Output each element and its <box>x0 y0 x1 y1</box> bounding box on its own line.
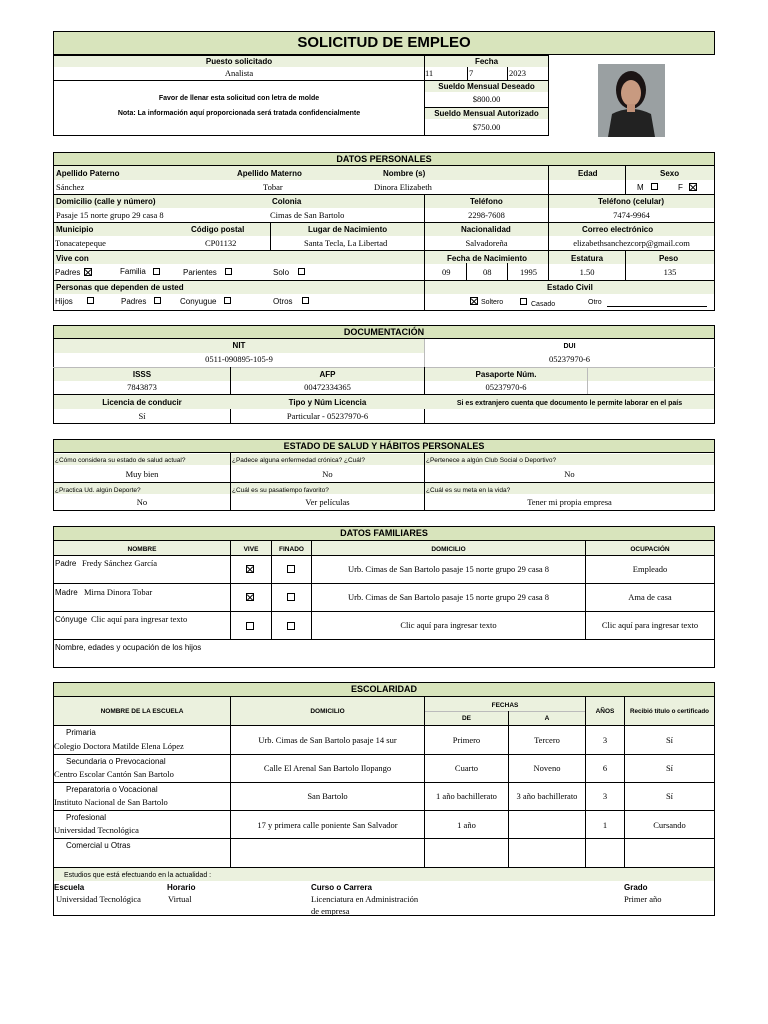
domicilio-value[interactable]: Pasaje 15 norte grupo 29 casa 8 <box>56 210 164 220</box>
correo-value[interactable]: elizabethsanchezcorp@gmail.com <box>573 238 690 248</box>
applicant-photo <box>598 64 665 137</box>
ec-casado-label: Casado <box>531 301 556 308</box>
salud-title: ESTADO DE SALUD Y HÁBITOS PERSONALES <box>54 440 714 453</box>
salud-a3[interactable]: No <box>564 469 575 479</box>
municipio-value[interactable]: Tonacatepeque <box>55 238 106 248</box>
fecha-nac-day[interactable]: 09 <box>442 267 451 277</box>
school-titulo[interactable]: Cursando <box>653 820 686 830</box>
hijos-label: Nombre, edades y ocupación de los hijos <box>55 643 202 652</box>
sueldo-deseado-value[interactable]: $800.00 <box>472 94 501 104</box>
pasaporte-value[interactable]: 05237970-6 <box>485 382 527 392</box>
ec-otro-label: Otro <box>588 299 602 306</box>
esc-col-escuela: NOMBRE DE LA ESCUELA <box>100 708 184 715</box>
fam-col-ocupacion: OCUPACIÓN <box>630 546 670 553</box>
telefono-value[interactable]: 2298-7608 <box>468 210 505 220</box>
vive-familia-label: Familia <box>120 267 146 276</box>
dep-hijos-checkbox[interactable] <box>87 297 94 304</box>
dep-otros-label: Otros <box>273 297 293 306</box>
apellido-materno-label: Apellido Materno <box>237 169 302 178</box>
peso-label: Peso <box>659 254 679 263</box>
fam-col-nombre: NOMBRE <box>127 546 157 553</box>
esc-col-de: DE <box>461 715 472 722</box>
edad-label: Edad <box>578 169 598 178</box>
lugar-nac-value[interactable]: Santa Tecla, La Libertad <box>304 238 388 248</box>
actual-horario-value[interactable]: Virtual <box>168 894 192 904</box>
puesto-label: Puesto solicitado <box>54 56 424 67</box>
nit-value[interactable]: 0511-090895-105-9 <box>205 354 273 364</box>
fam-ocupacion[interactable]: Ama de casa <box>628 592 672 602</box>
esc-col-a: A <box>544 715 550 722</box>
dep-conyugue-checkbox[interactable] <box>224 297 231 304</box>
vive-parientes-checkbox[interactable] <box>225 268 232 275</box>
school-titulo[interactable]: Sí <box>665 735 674 745</box>
fam-finado-checkbox[interactable] <box>287 593 295 601</box>
school-anios[interactable]: 1 <box>602 820 608 830</box>
salud-q2: ¿Padece alguna enfermedad crónica? ¿Cuál? <box>232 457 365 464</box>
fecha-label: Fecha <box>425 56 548 67</box>
isss-label: ISSS <box>132 370 152 379</box>
lugar-nac-label: Lugar de Nacimiento <box>308 225 388 234</box>
dep-hijos-label: Hijos <box>55 297 73 306</box>
nombres-value[interactable]: Dinora Elizabeth <box>374 182 432 192</box>
salud-a5[interactable]: Ver películas <box>305 497 350 507</box>
celular-label: Teléfono (celular) <box>598 197 665 206</box>
dui-value[interactable]: 05237970-6 <box>548 354 591 364</box>
nacionalidad-value[interactable]: Salvadoreña <box>465 238 508 248</box>
dep-padres-checkbox[interactable] <box>154 297 161 304</box>
salud-q6: ¿Cuál es su meta en la vida? <box>426 487 511 494</box>
fam-domicilio[interactable]: Urb. Cimas de San Bartolo pasaje 15 norte grupo 29 casa 8 <box>347 564 550 574</box>
vive-familia-checkbox[interactable] <box>153 268 160 275</box>
salud-q1: ¿Cómo considera su estado de salud actual? <box>55 457 186 464</box>
actual-curso-value-2[interactable]: de empresa <box>311 906 350 916</box>
dep-padres-label: Padres <box>121 297 147 306</box>
school-level: Secundaria o Prevocacional <box>66 757 166 766</box>
nit-label: NIT <box>54 339 424 353</box>
fecha-day[interactable]: 11 <box>425 68 434 78</box>
fam-col-finado: FINADO <box>279 546 304 553</box>
sueldo-autorizado-value[interactable]: $750.00 <box>472 122 501 132</box>
school-a[interactable]: Noveno <box>533 763 561 773</box>
dep-otros-checkbox[interactable] <box>302 297 309 304</box>
esc-col-fechas: FECHAS <box>491 702 519 709</box>
dependen-label: Personas que dependen de usted <box>56 283 184 292</box>
tipo-lic-value[interactable]: Particular - 05237970-6 <box>286 411 369 421</box>
licencia-label: Licencia de conducir <box>102 398 182 407</box>
fam-ocupacion[interactable]: Clic aquí para ingresar texto <box>601 620 699 630</box>
tipo-lic-label: Tipo y Núm Licencia <box>288 398 367 407</box>
fam-vive-checkbox[interactable] <box>246 593 254 601</box>
school-a[interactable]: Tercero <box>534 735 560 745</box>
isss-value[interactable]: 7843873 <box>127 382 157 392</box>
sexo-label: Sexo <box>660 169 680 178</box>
school-titulo[interactable]: Sí <box>665 791 674 801</box>
sexo-m-label: M <box>637 183 644 192</box>
nombres-label: Nombre (s) <box>383 169 426 178</box>
afp-value[interactable]: 00472334365 <box>304 382 351 392</box>
school-level: Profesional <box>66 813 107 822</box>
esc-col-anios: AÑOS <box>595 708 615 715</box>
colonia-label: Colonia <box>272 197 302 206</box>
vive-solo-checkbox[interactable] <box>298 268 305 275</box>
salud-q3: ¿Pertenece a algún Club Social o Deportivo? <box>426 457 557 464</box>
fam-ocupacion[interactable]: Empleado <box>632 564 668 574</box>
ec-soltero-checkbox[interactable] <box>470 297 478 305</box>
colonia-value[interactable]: Cimas de San Bartolo <box>270 210 345 220</box>
school-domicilio[interactable]: 17 y primera calle poniente San Salvador <box>257 820 398 830</box>
note-confidencial: Nota: La información aquí proporcionada será tratada confidencialmente <box>117 110 361 117</box>
fam-finado-checkbox[interactable] <box>287 622 295 630</box>
actual-grado-value[interactable]: Primer año <box>624 894 662 904</box>
fam-domicilio[interactable]: Clic aquí para ingresar texto <box>400 620 497 630</box>
school-name[interactable]: Instituto Nacional de San Bartolo <box>54 797 168 807</box>
fam-rel: Cónyuge <box>55 615 88 624</box>
personal-title: DATOS PERSONALES <box>54 153 714 166</box>
domicilio-label: Domicilio (calle y número) <box>56 197 156 206</box>
vive-padres-checkbox[interactable] <box>84 268 92 276</box>
school-name[interactable]: Colegio Doctora Matilde Elena López <box>54 741 184 751</box>
actual-horario-label: Horario <box>167 883 196 892</box>
apellido-paterno-value[interactable]: Sánchez <box>56 182 85 192</box>
vive-solo-label: Solo <box>273 268 290 277</box>
actual-curso-value-1[interactable]: Licenciatura en Administración <box>311 894 419 904</box>
cp-label: Código postal <box>191 225 245 234</box>
school-de[interactable]: 1 año <box>457 820 476 830</box>
celular-value[interactable]: 7474-9964 <box>613 210 650 220</box>
esc-col-domicilio: DOMICILIO <box>310 708 345 715</box>
school-anios[interactable]: 6 <box>602 763 608 773</box>
docs-title: DOCUMENTACIÓN <box>54 326 714 339</box>
escolaridad-title: ESCOLARIDAD <box>54 683 714 697</box>
ec-soltero-label: Soltero <box>481 299 504 306</box>
extranjero-label: Si es extranjero cuenta que documento le permite laborar en el país <box>456 400 683 407</box>
cp-value[interactable]: CP01132 <box>205 238 237 248</box>
school-name[interactable]: Centro Escolar Cantón San Bartolo <box>54 769 174 779</box>
actual-grado-label: Grado <box>624 883 648 892</box>
familia-title: DATOS FAMILIARES <box>54 527 714 541</box>
actual-label: Estudios que está efectuando en la actualidad : <box>64 872 212 879</box>
school-a[interactable]: 3 año bachillerato <box>516 791 578 801</box>
apellido-materno-value[interactable]: Tobar <box>263 182 283 192</box>
fam-col-domicilio: DOMICILIO <box>431 546 466 553</box>
school-level: Primaria <box>66 728 96 737</box>
fecha-nac-month[interactable]: 08 <box>483 267 492 277</box>
salud-a6[interactable]: Tener mi propia empresa <box>527 497 612 507</box>
fam-rel: Padre <box>55 559 77 568</box>
municipio-label: Municipio <box>56 225 94 234</box>
school-titulo[interactable]: Sí <box>665 763 674 773</box>
fam-vive-checkbox[interactable] <box>246 565 254 573</box>
sexo-m-checkbox[interactable] <box>651 183 658 190</box>
correo-label: Correo electrónico <box>582 225 654 234</box>
esc-col-titulo: Recibió título o certificado <box>629 708 710 715</box>
fam-name[interactable]: Mirna Dinora Tobar <box>84 587 153 597</box>
sueldo-deseado-label: Sueldo Mensual Deseado <box>425 81 548 92</box>
fam-vive-checkbox[interactable] <box>246 622 254 630</box>
school-name[interactable]: Universidad Tecnológica <box>54 825 139 835</box>
telefono-label: Teléfono <box>470 197 503 206</box>
estatura-label: Estatura <box>571 254 604 263</box>
fecha-year[interactable]: 2023 <box>509 68 526 78</box>
fecha-month[interactable]: 7 <box>469 68 474 78</box>
school-de[interactable]: Primero <box>452 735 481 745</box>
note-letra-molde: Favor de llenar esta solicitud con letra de molde <box>158 95 320 102</box>
fam-name[interactable]: Clic aquí para ingresar texto <box>91 614 188 624</box>
dep-conyugue-label: Conyugue <box>180 297 217 306</box>
dui-label: DUI <box>563 343 576 350</box>
page-title: SOLICITUD DE EMPLEO <box>297 34 471 51</box>
school-domicilio[interactable]: Calle El Arenal San Bartolo Ilopango <box>263 763 392 773</box>
salud-a4[interactable]: No <box>136 497 148 507</box>
fecha-nac-year[interactable]: 1995 <box>520 267 537 277</box>
salud-a2[interactable]: No <box>322 469 333 479</box>
school-de[interactable]: 1 año bachillerato <box>436 791 497 801</box>
sexo-f-label: F <box>678 183 683 192</box>
salud-a1[interactable]: Muy bien <box>125 469 159 479</box>
actual-curso-label: Curso o Carrera <box>311 883 372 892</box>
salud-q5: ¿Cuál es su pasatiempo favorito? <box>232 487 329 494</box>
estado-civil-label: Estado Civil <box>547 283 593 292</box>
sueldo-autorizado-label: Sueldo Mensual Autorizado <box>425 108 548 119</box>
sexo-f-checkbox[interactable] <box>689 183 697 191</box>
salud-q4: ¿Practica Ud. algún Deporte? <box>55 487 141 494</box>
vive-con-label: Vive con <box>56 254 89 263</box>
fam-finado-checkbox[interactable] <box>287 565 295 573</box>
ec-otro-line[interactable] <box>607 306 707 307</box>
afp-label: AFP <box>319 370 336 379</box>
vive-padres-label: Padres <box>55 268 81 277</box>
peso-value[interactable]: 135 <box>663 267 677 277</box>
school-anios[interactable]: 3 <box>602 791 608 801</box>
ec-casado-checkbox[interactable] <box>520 298 527 305</box>
estatura-value[interactable]: 1.50 <box>579 267 595 277</box>
fam-name[interactable]: Fredy Sánchez García <box>82 558 158 568</box>
fecha-nac-label: Fecha de Nacimiento <box>447 254 528 263</box>
title-bar <box>53 31 715 55</box>
puesto-value[interactable]: Analista <box>224 68 254 78</box>
actual-escuela-value[interactable]: Universidad Tecnológica <box>56 894 141 904</box>
actual-escuela-label: Escuela <box>54 883 85 892</box>
school-level: Comercial u Otras <box>66 841 131 850</box>
nacionalidad-label: Nacionalidad <box>461 225 511 234</box>
fam-rel: Madre <box>55 588 78 597</box>
licencia-value[interactable]: Sí <box>138 411 146 421</box>
pasaporte-label: Pasaporte Núm. <box>475 370 537 379</box>
school-level: Preparatoria o Vocacional <box>66 785 158 794</box>
fam-domicilio[interactable]: Urb. Cimas de San Bartolo pasaje 15 norte grupo 29 casa 8 <box>347 592 550 602</box>
vive-parientes-label: Parientes <box>183 268 217 277</box>
apellido-paterno-label: Apellido Paterno <box>56 169 120 178</box>
fam-col-vive: VIVE <box>243 546 259 553</box>
school-de[interactable]: Cuarto <box>454 763 479 773</box>
school-domicilio[interactable]: San Bartolo <box>307 791 348 801</box>
school-domicilio[interactable]: Urb. Cimas de San Bartolo pasaje 14 sur <box>258 735 397 745</box>
school-anios[interactable]: 3 <box>602 735 608 745</box>
